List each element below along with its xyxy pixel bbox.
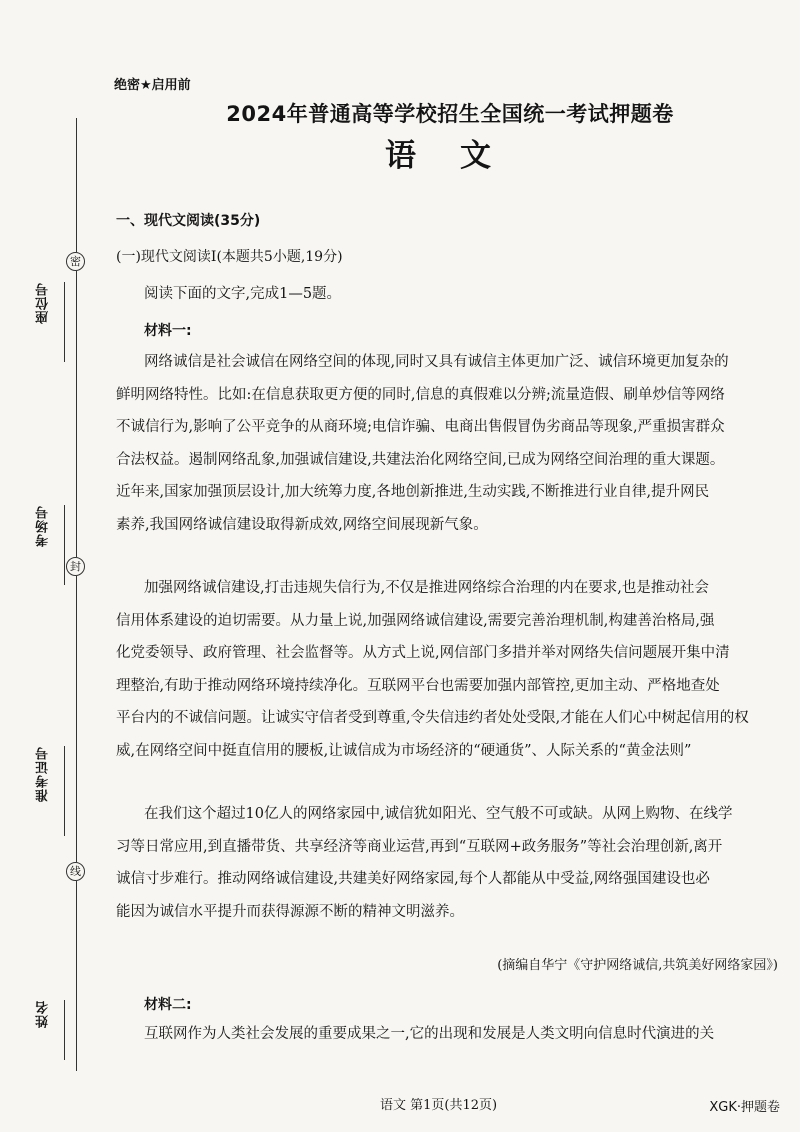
confidential-label: 绝密★启用前: [114, 78, 191, 93]
name-field[interactable]: [34, 1000, 58, 1060]
text-line: 诚信寸步难行。推动网络诚信建设,共建美好网络家园,每个人都能从中受益,网络强国建设也必: [116, 871, 710, 888]
field-underline: [64, 1000, 65, 1060]
text-line: 平台内的不诚信问题。让诚实守信者受到尊重,令失信违约者处处受限,才能在人们心中树起信用的权: [116, 710, 749, 727]
text-line: 威,在网络空间中挺直信用的腰板,让诚信成为市场经济的“硬通货”、人际关系的“黄金法则”: [116, 742, 692, 759]
seal-mark-feng: 封: [66, 557, 85, 576]
field-underline: [64, 746, 65, 836]
binding-line: [76, 576, 77, 862]
material-two-label: 材料二:: [144, 997, 192, 1013]
text-line: 理整治,有助于推动网络环境持续净化。互联网平台也需要加强内部管控,更加主动、严格地查处: [116, 677, 720, 694]
exam-code: XGK·押题卷: [709, 1100, 780, 1115]
text-line: 化党委领导、政府管理、社会监督等。从方式上说,网信部门多措并举对网络失信问题展开集中清: [116, 645, 730, 662]
name-label: 姓名: [36, 1000, 51, 1028]
field-underline: [64, 282, 65, 362]
reading-instruction: 阅读下面的文字,完成1—5题。: [144, 286, 342, 302]
paragraph-1: [116, 346, 782, 542]
text-line: 鲜明网络特性。比如:在信息获取更方便的同时,信息的真假难以分辨;流量造假、刷单炒信等网络: [116, 386, 725, 403]
subsection-title: (一)现代文阅读Ⅰ(本题共5小题,19分): [116, 249, 343, 265]
text-line: 素养,我国网络诚信建设取得新成效,网络空间展现新气象。: [116, 516, 488, 533]
field-underline: [64, 505, 65, 585]
seal-mark-xian: 线: [66, 862, 85, 881]
seat-number-label: 座位号: [36, 282, 51, 324]
subject-title: 语文: [385, 138, 535, 174]
text-line: 合法权益。遏制网络乱象,加强诚信建设,共建法治化网络空间,已成为网络空间治理的重大课题。: [116, 451, 725, 468]
exam-room-field[interactable]: [34, 505, 58, 585]
material-two-first-line: 互联网作为人类社会发展的重要成果之一,它的出现和发展是人类文明向信息时代演进的关: [144, 1026, 715, 1042]
admission-ticket-label: 准考证号: [36, 746, 51, 802]
text-line: 信用体系建设的迫切需要。从力量上说,加强网络诚信建设,需要完善治理机制,构建善治格局,强: [116, 612, 715, 629]
text-line: 不诚信行为,影响了公平竞争的从商环境;电信诈骗、电商出售假冒伪劣商品等现象,严重损害群众: [116, 419, 725, 436]
admission-ticket-field[interactable]: [34, 746, 58, 836]
text-line: 网络诚信是社会诚信在网络空间的体现,同时又具有诚信主体更加广泛、诚信环境更加复杂的: [144, 354, 729, 370]
source-citation: (摘编自华宁《守护网络诚信,共筑美好网络家园》): [497, 958, 778, 973]
section-title: 一、现代文阅读(35分): [116, 213, 261, 229]
page-number: 语文 第1页(共12页): [380, 1098, 498, 1113]
text-line: 能因为诚信水平提升而获得源源不断的精神文明滋养。: [116, 903, 464, 920]
exam-title: 2024年普通高等学校招生全国统一考试押题卷: [226, 102, 674, 126]
exam-room-label: 考场号: [36, 505, 51, 547]
text-line: 在我们这个超过10亿人的网络家园中,诚信犹如阳光、空气般不可或缺。从网上购物、在线学: [144, 806, 733, 822]
binding-margin: [0, 0, 110, 1132]
text-line: 习等日常应用,到直播带货、共享经济等商业运营,再到“互联网+政务服务”等社会治理创新,离开: [116, 838, 723, 855]
binding-line: [76, 881, 77, 1071]
text-line: 近年来,国家加强顶层设计,加大统筹力度,各地创新推进,生动实践,不断推进行业自律,提升网民: [116, 484, 710, 501]
material-one-label: 材料一:: [144, 323, 192, 339]
binding-line: [76, 271, 77, 557]
text-line: 加强网络诚信建设,打击违规失信行为,不仅是推进网络综合治理的内在要求,也是推动社会: [144, 580, 709, 596]
binding-line: [76, 118, 77, 252]
paragraph-3: [116, 798, 782, 928]
seal-mark-mi: 密: [66, 252, 85, 271]
paragraph-2: [116, 572, 782, 768]
seat-number-field[interactable]: [34, 282, 58, 362]
